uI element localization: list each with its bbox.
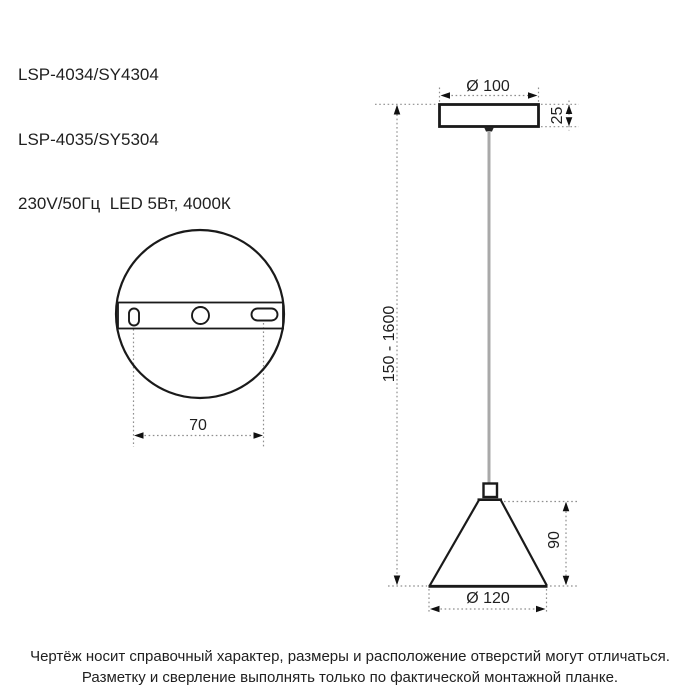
shade-diameter-left-arrow-icon: [430, 606, 440, 612]
mounting-slot-horizontal: [252, 309, 278, 321]
dimension-arrowheads: [134, 92, 572, 612]
ceiling-canopy-outline: [440, 105, 539, 127]
dimension-labels: [189, 78, 566, 607]
lamp-socket-outline: [484, 484, 498, 498]
shade-diameter-right-arrow-icon: [536, 606, 546, 612]
canopy-diameter-right-arrow-icon: [528, 92, 538, 99]
suspension-length-down-arrow-icon: [394, 576, 401, 586]
electrical-specs-line: 230V/50Гц LED 5Вт, 4000К: [18, 194, 231, 213]
mounting-plate-detail-view: [116, 230, 284, 398]
footer-note-line-1: Чертёж носит справочный характер, размеры и расположение отверстий могут отличаться.: [30, 648, 670, 665]
canopy-circle-outline: [116, 230, 284, 398]
canopy-height-label: 25: [549, 106, 566, 125]
holes-spacing-left-arrow-icon: [134, 432, 144, 439]
canopy-diameter-left-arrow-icon: [441, 92, 451, 99]
canopy-height-down-arrow-icon: [566, 117, 573, 126]
shade-height-down-arrow-icon: [563, 576, 570, 586]
mounting-slot-vertical: [129, 309, 139, 326]
footer-note-block: [0, 646, 700, 688]
lamp-side-view: [429, 105, 548, 587]
dimension-dotted-lines: [134, 88, 580, 615]
shade-diameter-label: Ø 120: [466, 590, 510, 607]
canopy-diameter-label: Ø 100: [466, 78, 510, 95]
shade-height-up-arrow-icon: [563, 502, 570, 511]
holes-spacing-label: 70: [189, 417, 207, 434]
model-number-line-2: LSP-4035/SY5304: [18, 129, 159, 149]
shade-left-slant-edge: [430, 501, 479, 586]
cord-hole: [192, 307, 209, 324]
suspension-length-up-arrow-icon: [394, 105, 401, 115]
canopy-height-up-arrow-icon: [566, 105, 573, 114]
cord-grip-nub: [484, 127, 494, 132]
shade-height-label: 90: [546, 531, 563, 549]
holes-spacing-right-arrow-icon: [254, 432, 264, 439]
footer-note-line-2: Разметку и сверление выполнять только по фактической монтажной планке.: [81, 669, 619, 686]
suspension-length-label: 150 - 1600: [381, 305, 398, 383]
model-number-line-1: LSP-4034/SY4304: [18, 65, 159, 84]
shade-right-slant-edge: [501, 501, 547, 586]
